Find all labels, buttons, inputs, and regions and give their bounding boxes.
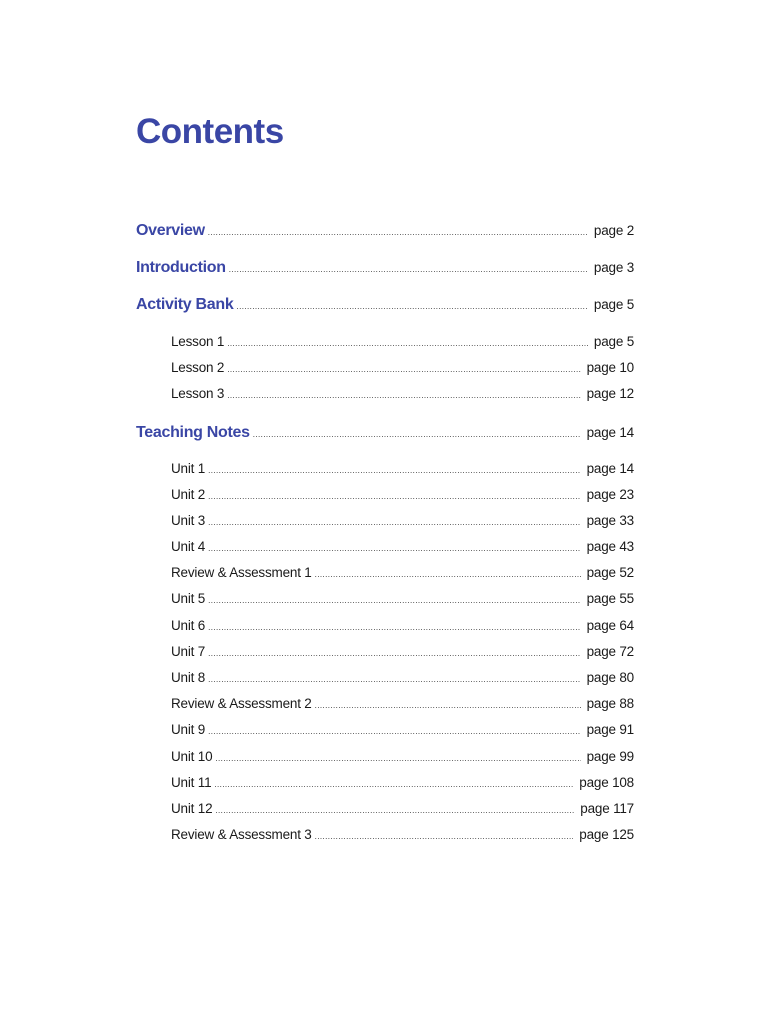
dot-leader [253,431,581,439]
toc-entry-label: Unit 6 [171,618,206,633]
toc-entry-label: Introduction [136,259,226,276]
toc-entry-label: Unit 7 [171,644,206,659]
toc-entry-label: Unit 11 [171,775,212,790]
toc-entry-label: Unit 2 [171,487,206,502]
toc-entry-review-assessment-2[interactable] [171,696,634,711]
toc-entry-unit-5[interactable] [171,591,634,606]
toc-entry-unit-7[interactable] [171,644,634,659]
toc-entry-label: Unit 8 [171,670,206,685]
dot-leader [315,833,574,841]
toc-entry-label: Lesson 2 [171,360,225,375]
toc-entry-activity-bank[interactable] [136,296,634,314]
dot-leader [215,807,574,815]
page-title: Contents [136,112,284,151]
toc-entry-page: page 80 [586,670,634,685]
toc-entry-page: page 88 [586,696,634,711]
dot-leader [208,676,581,684]
dot-leader [208,728,581,736]
dot-leader [208,597,581,605]
toc-entry-page: page 108 [579,775,634,790]
dot-leader [208,467,581,475]
toc-entry-page: page 99 [586,749,634,764]
toc-entry-unit-6[interactable] [171,618,634,633]
toc-entry-introduction[interactable] [136,259,634,277]
dot-leader [236,303,587,311]
toc-entry-unit-2[interactable] [171,487,634,502]
toc-entry-page: page 72 [586,644,634,659]
toc-entry-label: Lesson 1 [171,334,225,349]
toc-entry-overview[interactable] [136,222,634,240]
dot-leader [229,266,588,274]
dot-leader [208,229,588,237]
toc-entry-page: page 43 [586,539,634,554]
toc-entry-review-assessment-3[interactable] [171,827,634,842]
toc-entry-page: page 10 [586,360,634,375]
toc-entry-lesson-2[interactable] [171,360,634,375]
toc-entry-label: Activity Bank [136,296,234,313]
toc-entry-label: Lesson 3 [171,386,225,401]
toc-entry-page: page 3 [593,260,634,275]
toc-entry-label: Review & Assessment 3 [171,827,312,842]
toc-entry-label: Unit 12 [171,801,213,816]
toc-entry-lesson-3[interactable] [171,386,634,401]
toc-entry-page: page 5 [593,334,634,349]
toc-entry-label: Unit 4 [171,539,206,554]
toc-entry-unit-8[interactable] [171,670,634,685]
toc-entry-label: Unit 3 [171,513,206,528]
toc-entry-page: page 91 [586,722,634,737]
toc-entry-lesson-1[interactable] [171,334,634,349]
toc-entry-label: Unit 1 [171,461,206,476]
toc-entry-label: Teaching Notes [136,424,250,441]
dot-leader [208,545,581,553]
toc-entry-label: Unit 5 [171,591,206,606]
dot-leader [208,493,581,501]
toc-entry-label: Unit 10 [171,749,213,764]
dot-leader [208,650,581,658]
toc-entry-unit-10[interactable] [171,749,634,764]
toc-entry-page: page 5 [593,297,634,312]
dot-leader [208,519,581,527]
dot-leader [227,366,580,374]
toc-entry-unit-1[interactable] [171,461,634,476]
toc-entry-label: Review & Assessment 1 [171,565,312,580]
dot-leader [208,624,581,632]
toc-entry-page: page 52 [586,565,634,580]
toc-entry-page: page 23 [586,487,634,502]
toc-entry-review-assessment-1[interactable] [171,565,634,580]
toc-entry-page: page 125 [579,827,634,842]
dot-leader [315,702,581,710]
toc-entry-label: Overview [136,222,205,239]
dot-leader [215,755,580,763]
toc-entry-unit-11[interactable] [171,775,634,790]
dot-leader [214,781,573,789]
toc-entry-page: page 64 [586,618,634,633]
toc-entry-unit-3[interactable] [171,513,634,528]
toc-entry-unit-12[interactable] [171,801,634,816]
dot-leader [315,571,581,579]
toc-entry-page: page 2 [593,223,634,238]
toc-entry-page: page 14 [586,461,634,476]
toc-entry-page: page 14 [586,425,634,440]
toc-entry-teaching-notes[interactable] [136,424,634,442]
toc-entry-unit-9[interactable] [171,722,634,737]
toc-entry-page: page 117 [580,801,634,816]
toc-entry-unit-4[interactable] [171,539,634,554]
dot-leader [227,340,588,348]
toc-entry-label: Review & Assessment 2 [171,696,312,711]
toc-entry-page: page 33 [586,513,634,528]
dot-leader [227,392,580,400]
toc-entry-page: page 12 [586,386,634,401]
toc-entry-label: Unit 9 [171,722,206,737]
toc-entry-page: page 55 [586,591,634,606]
